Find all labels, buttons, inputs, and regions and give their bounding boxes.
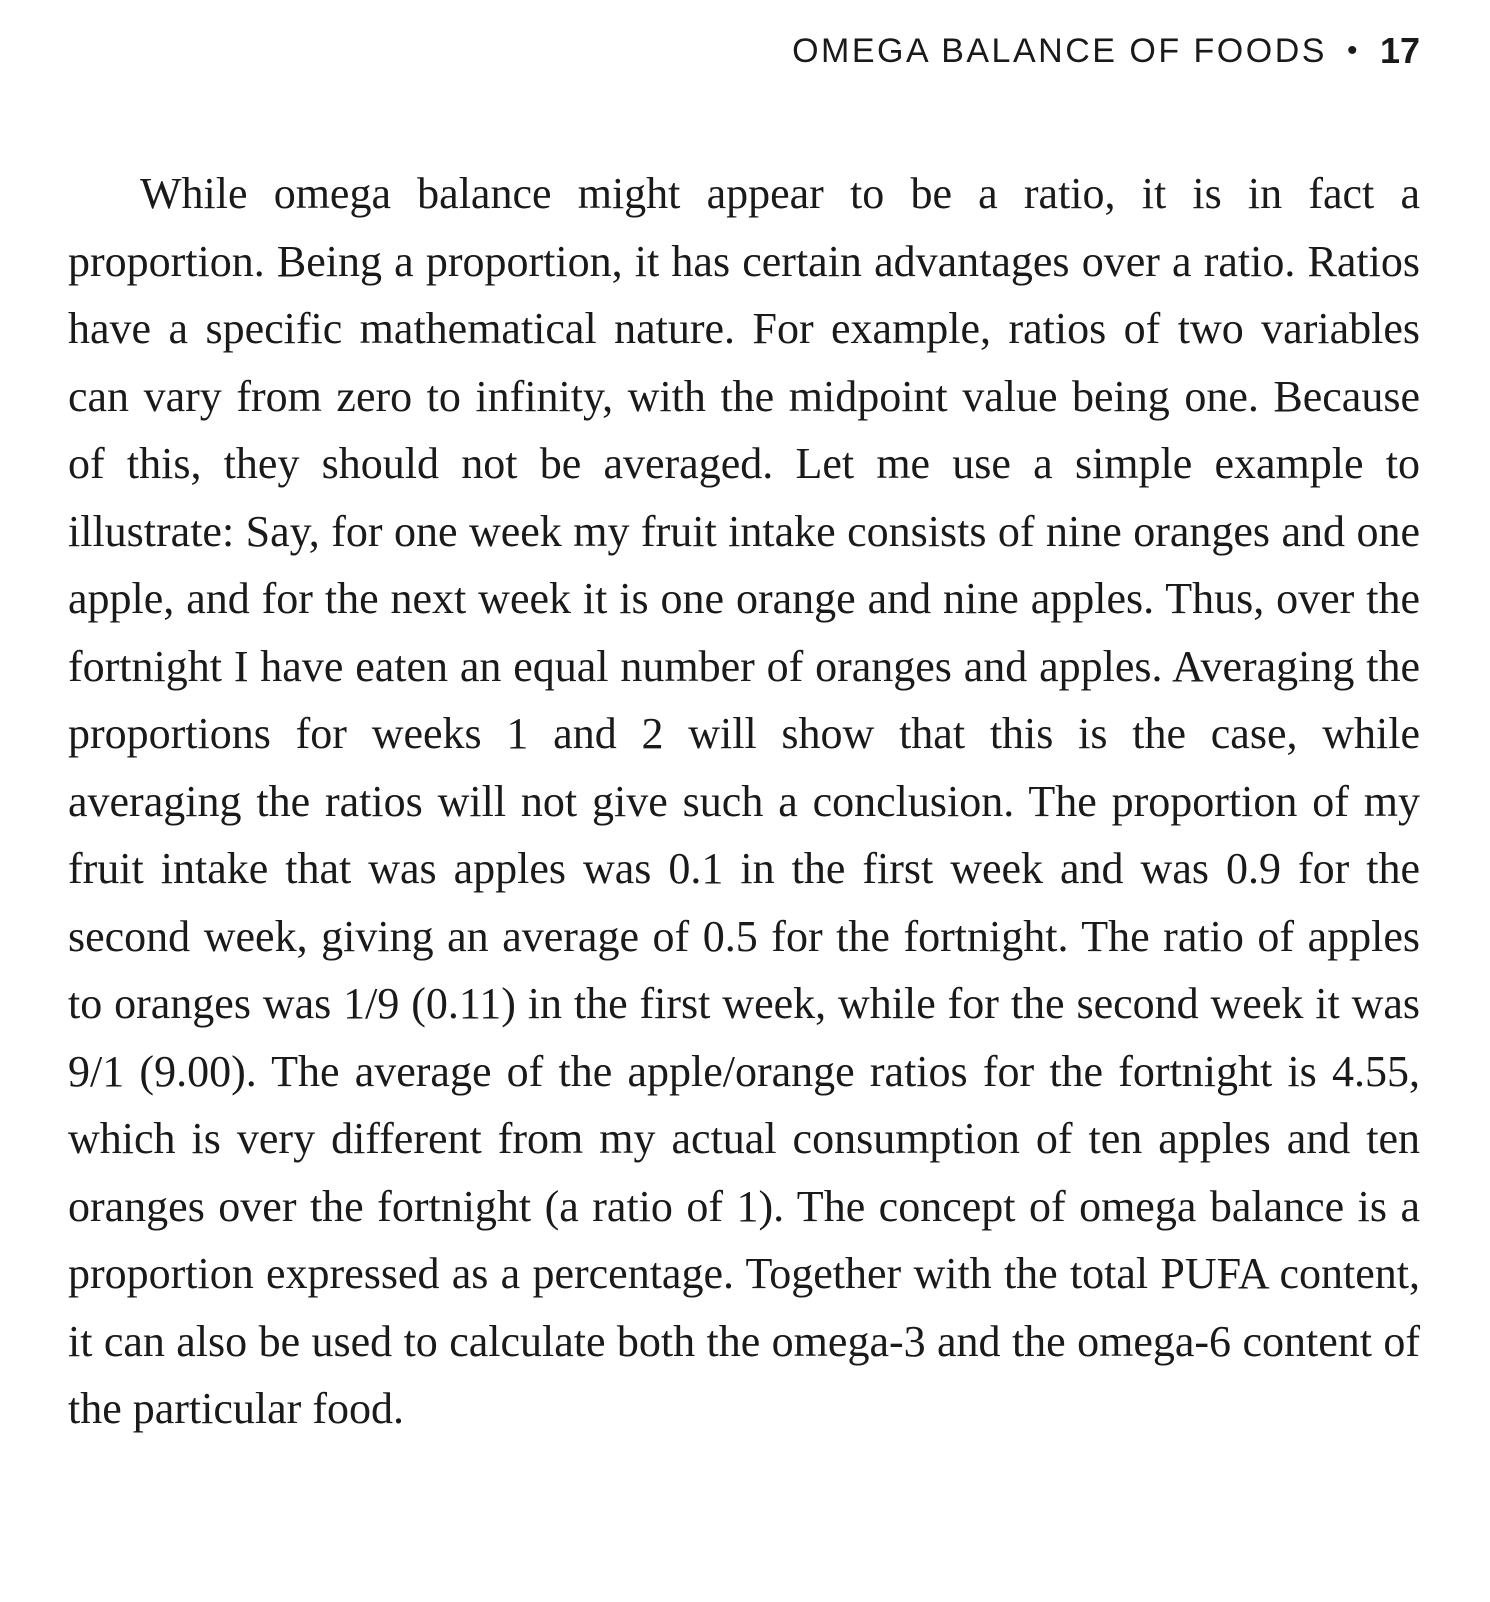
- running-header: [792, 30, 1420, 72]
- body-paragraph: While omega balance might appear to be a ratio, it is in fact a proportion. Being a proportion, it has certain advantages over a ratio. Ratios have a specific mathematical nature. For example, ratios of two variables can vary from zero to infinity, with the midpoint value being one. Because of this, they should not be averaged. Let me use a simple example to illustrate: Say, for one week my fruit intake consists of nine oranges and one apple, and for the next week it is one orange and nine apples. Thus, over the fortnight I have eaten an equal number of oranges and apples. Averaging the proportions for weeks 1 and 2 will show that this is the case, while averaging the ratios will not give such a conclusion. The proportion of my fruit intake that was apples was 0.1 in the first week and was 0.9 for the second week, giving an average of 0.5 for the fortnight. The ratio of apples to oranges was 1/9 (0.11) in the first week, while for the second week it was 9/1 (9.00). The average of the apple/orange ratios for the fortnight is 4.55, which is very different from my actual consumption of ten apples and ten oranges over the fortnight (a ratio of 1). The concept of omega balance is a proportion expressed as a percentage. Together with the total PUFA content, it can also be used to calculate both the omega-3 and the omega-6 content of the particular food.: [68, 169, 1420, 1433]
- header-separator: •: [1346, 34, 1360, 67]
- running-title: OMEGA BALANCE OF FOODS: [792, 31, 1327, 70]
- page-number: 17: [1379, 30, 1420, 71]
